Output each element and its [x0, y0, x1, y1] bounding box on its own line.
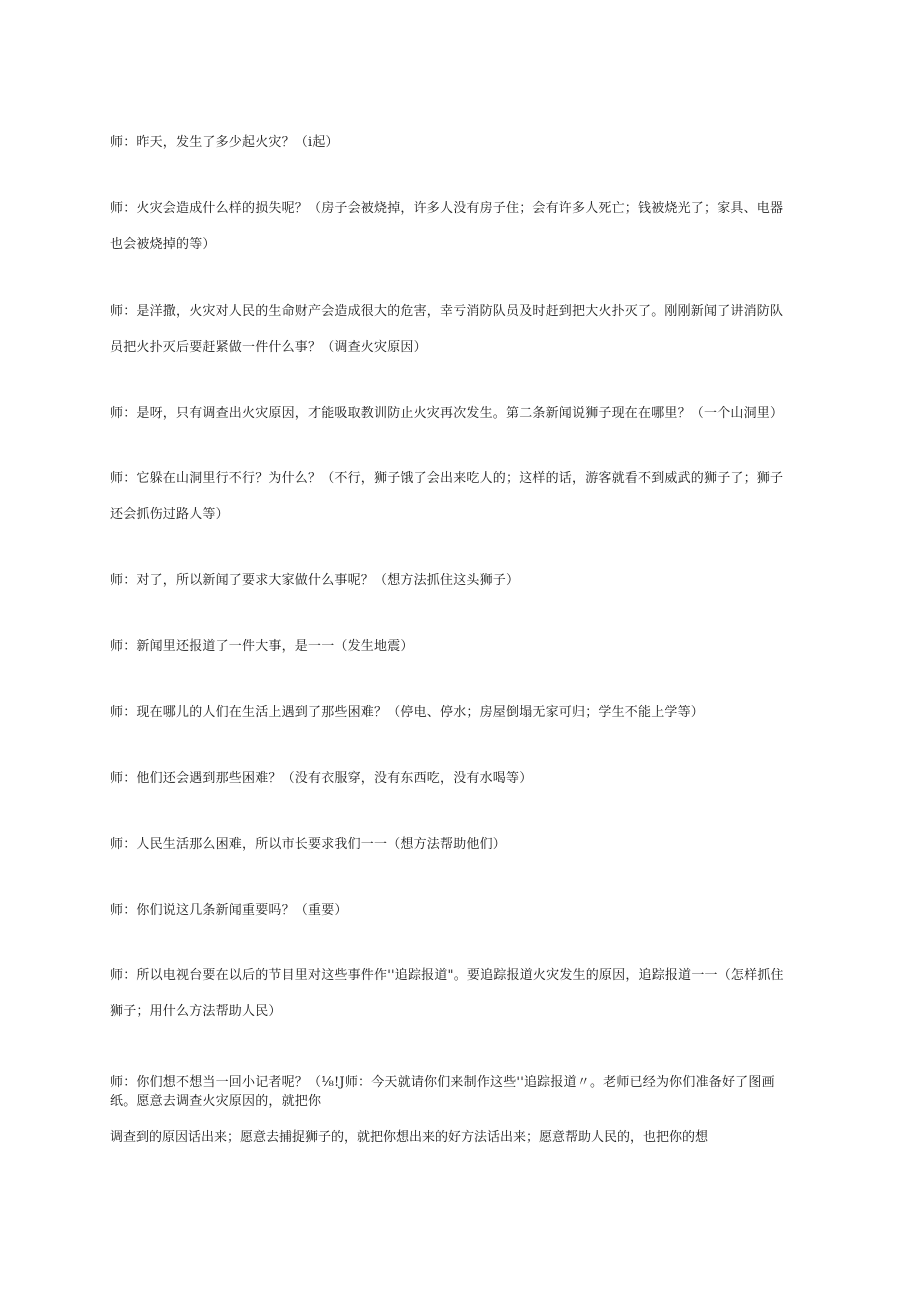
paragraph-11: 师：你们说这几条新闻重要吗？（重要） — [110, 903, 348, 918]
paragraph-5: 师：它躲在山洞里行不行？为什么？（不行，狮子饿了会出来吃人的；这样的话，游客就看不到威武的狮子了；狮子还会抓伤过路人等） — [110, 471, 784, 522]
paragraph-14: 调查到的原因话出来；愿意去捕捉狮子的，就把你想出来的好方法话出来；愿意帮助人民的，也把你的想 — [110, 1130, 709, 1145]
paragraph-6: 师：对了，所以新闻了要求大家做什么事呢？（想方法抓住这头狮子） — [110, 573, 520, 588]
paragraph-10: 师：人民生活那么困难，所以市长要求我们一一（想方法帮助他们） — [110, 837, 507, 852]
paragraph-12: 师：所以电视台要在以后的节目里对这些事件作''追踪报道"。要追踪报道火灾发生的原因，追踪报道一一（怎样抓住狮子；用什么方法帮助人民） — [110, 968, 784, 1019]
paragraph-1: 师：昨天，发生了多少起火灾？（i起） — [110, 135, 339, 150]
paragraph-9: 师：他们还会遇到那些困难？（没有衣服穿，没有东西吃，没有水喝等） — [110, 771, 533, 786]
paragraph-13: 师：你们想不想当一回小记者呢？（⅛!J师：今天就请你们来制作这些''追踪报道〃。老师已经为你们准备好了图画纸。愿意去调查火灾原因的，就把你 — [110, 1075, 775, 1109]
paragraph-4: 师：是呀，只有调查出火灾原因，才能吸取教训防止火灾再次发生。第二条新闻说狮子现在在哪里？（一个山洞里） — [110, 406, 784, 421]
paragraph-8: 师：现在哪儿的人们在生活上遇到了那些困难？（停电、停水；房屋倒塌无家可归；学生不能上学等） — [110, 705, 705, 720]
paragraph-3: 师：是洋撒，火灾对人民的生命财产会造成很大的危害，幸亏消防队员及时赶到把大火扑灭了。刚刚新闻了讲消防队员把火扑灭后要赶紧做一件什么事？（调查火灾原因） — [110, 304, 784, 355]
paragraph-7: 师：新闻里还报道了一件大事，是一一（发生地震） — [110, 639, 414, 654]
paragraph-2: 师：火灾会造成什么样的损失呢？（房子会被烧掉，许多人没有房子住；会有许多人死亡；钱被烧光了；家具、电器也会被烧掉的等） — [110, 201, 784, 252]
